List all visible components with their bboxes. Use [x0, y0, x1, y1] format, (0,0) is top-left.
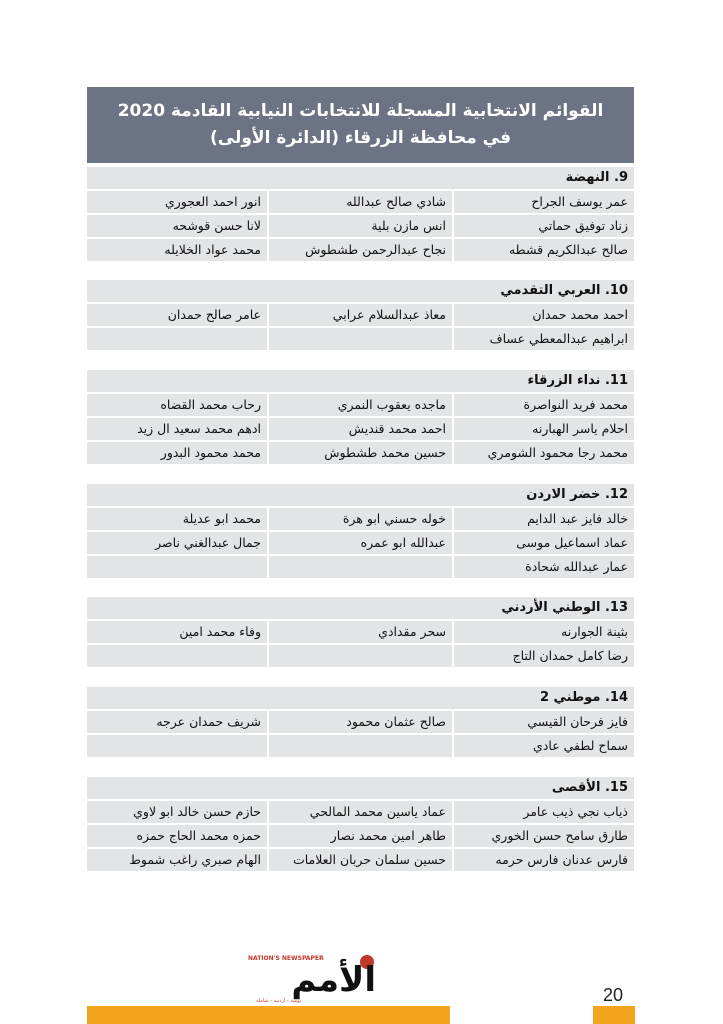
party-block — [87, 777, 634, 873]
candidate-cell: سماح لطفي عادي — [454, 735, 634, 757]
table-row — [87, 328, 634, 350]
candidate-cell: خوله حسني ابو هرة — [269, 508, 452, 530]
candidate-cell: شريف حمدان عرجه — [87, 711, 267, 733]
party-block — [87, 484, 634, 580]
candidate-cell — [269, 645, 452, 667]
table-row — [87, 191, 634, 213]
candidate-cell: عامر صالح حمدان — [87, 304, 267, 326]
candidate-cell: احمد محمد قنديش — [269, 418, 452, 440]
candidate-cell: حسين محمد طشطوش — [269, 442, 452, 464]
table-row — [87, 215, 634, 237]
table-row — [87, 801, 634, 823]
candidate-cell: ذياب نجي ذيب عامر — [454, 801, 634, 823]
candidate-cell — [87, 645, 267, 667]
candidate-cell — [87, 735, 267, 757]
table-row — [87, 621, 634, 643]
candidate-cell: سحر مقدادي — [269, 621, 452, 643]
candidate-cell: حازم حسن خالد ابو لاوي — [87, 801, 267, 823]
candidate-cell: حسين سلمان حربان العلامات — [269, 849, 452, 871]
candidate-cell: محمد محمود البدور — [87, 442, 267, 464]
candidate-cell: نجاح عبدالرحمن طشطوش — [269, 239, 452, 261]
table-row — [87, 394, 634, 416]
header-title: القوائم الانتخابية المسجلة للانتخابات النيابية القادمة 2020 — [117, 101, 604, 121]
party-block — [87, 687, 634, 759]
candidate-cell: خالد فايز عبد الدايم — [454, 508, 634, 530]
table-row — [87, 508, 634, 530]
candidate-cell: جمال عبدالغني ناصر — [87, 532, 267, 554]
candidate-cell: شادي صالح عبدالله — [269, 191, 452, 213]
candidate-cell — [87, 328, 267, 350]
party-title: 13. الوطني الأردني — [87, 597, 634, 619]
candidate-cell: وفاء محمد امين — [87, 621, 267, 643]
candidate-cell: محمد عواد الخلايله — [87, 239, 267, 261]
candidate-cell: زناد توفيق حماتي — [454, 215, 634, 237]
footer-bar-right — [593, 1006, 635, 1024]
candidate-cell — [87, 556, 267, 578]
party-block — [87, 167, 634, 263]
page-header — [87, 87, 634, 163]
candidate-cell: عماد اسماعيل موسى — [454, 532, 634, 554]
header-subtitle: في محافظة الزرقاء (الدائرة الأولى) — [210, 128, 511, 148]
candidate-cell: فارس عدنان فارس حرمه — [454, 849, 634, 871]
table-row — [87, 735, 634, 757]
table-row — [87, 304, 634, 326]
party-title: 12. خضر الاردن — [87, 484, 634, 506]
candidate-cell — [269, 735, 452, 757]
table-row — [87, 849, 634, 871]
candidate-cell: احلام ياسر الهبارنه — [454, 418, 634, 440]
candidate-cell: عمار عبدالله شحادة — [454, 556, 634, 578]
candidate-cell: ادهم محمد سعيد ال زيد — [87, 418, 267, 440]
candidate-cell: ماجده يعقوب النمري — [269, 394, 452, 416]
candidate-cell: طاهر امين محمد نصار — [269, 825, 452, 847]
party-block — [87, 597, 634, 669]
party-block — [87, 280, 634, 352]
candidate-cell: احمد محمد حمدان — [454, 304, 634, 326]
candidate-cell: صالح عثمان محمود — [269, 711, 452, 733]
logo-subtitle: يومية - أردنية - شاملة — [256, 998, 302, 1004]
candidate-cell: صالح عبدالكريم قشطه — [454, 239, 634, 261]
candidate-cell: انور احمد العجوري — [87, 191, 267, 213]
candidate-cell: رضا كامل حمدان التاج — [454, 645, 634, 667]
candidate-cell — [269, 328, 452, 350]
table-row — [87, 645, 634, 667]
candidate-cell — [269, 556, 452, 578]
candidate-cell: الهام صبري راغب شموط — [87, 849, 267, 871]
candidate-cell: حمزه محمد الحاج حمزه — [87, 825, 267, 847]
candidate-cell: محمد فريد النواصرة — [454, 394, 634, 416]
table-row — [87, 239, 634, 261]
candidate-cell: محمد ابو عديلة — [87, 508, 267, 530]
candidate-cell: ابراهيم عبدالمعطي عساف — [454, 328, 634, 350]
candidate-cell: عمر يوسف الجراح — [454, 191, 634, 213]
candidate-cell: لانا حسن قوشحه — [87, 215, 267, 237]
page-number: 20 — [603, 985, 624, 1005]
candidate-cell: رحاب محمد القضاه — [87, 394, 267, 416]
newspaper-logo — [246, 955, 376, 1005]
party-title: 9. النهضة — [87, 167, 634, 189]
table-row — [87, 556, 634, 578]
candidate-cell: محمد رجا محمود الشومري — [454, 442, 634, 464]
candidate-cell: طارق سامح حسن الخوري — [454, 825, 634, 847]
logo-tagline: NATION'S NEWSPAPER — [248, 955, 324, 962]
footer-bar-left — [87, 1006, 450, 1024]
party-title: 15. الأقصى — [87, 777, 634, 799]
party-title: 14. موطني 2 — [87, 687, 634, 709]
table-row — [87, 418, 634, 440]
candidate-cell: عماد ياسين محمد المالحي — [269, 801, 452, 823]
candidate-cell: معاذ عبدالسلام عرابي — [269, 304, 452, 326]
logo-text: الأمم — [291, 960, 376, 1000]
candidate-cell: بثينة الجوارنه — [454, 621, 634, 643]
party-title: 10. العربي التقدمي — [87, 280, 634, 302]
candidate-cell: عبدالله ابو عمره — [269, 532, 452, 554]
table-row — [87, 442, 634, 464]
candidate-cell: فايز فرحان القيسي — [454, 711, 634, 733]
party-block — [87, 370, 634, 466]
table-row — [87, 825, 634, 847]
table-row — [87, 711, 634, 733]
candidate-cell: انس مازن بلية — [269, 215, 452, 237]
table-row — [87, 532, 634, 554]
party-title: 11. نداء الزرقاء — [87, 370, 634, 392]
